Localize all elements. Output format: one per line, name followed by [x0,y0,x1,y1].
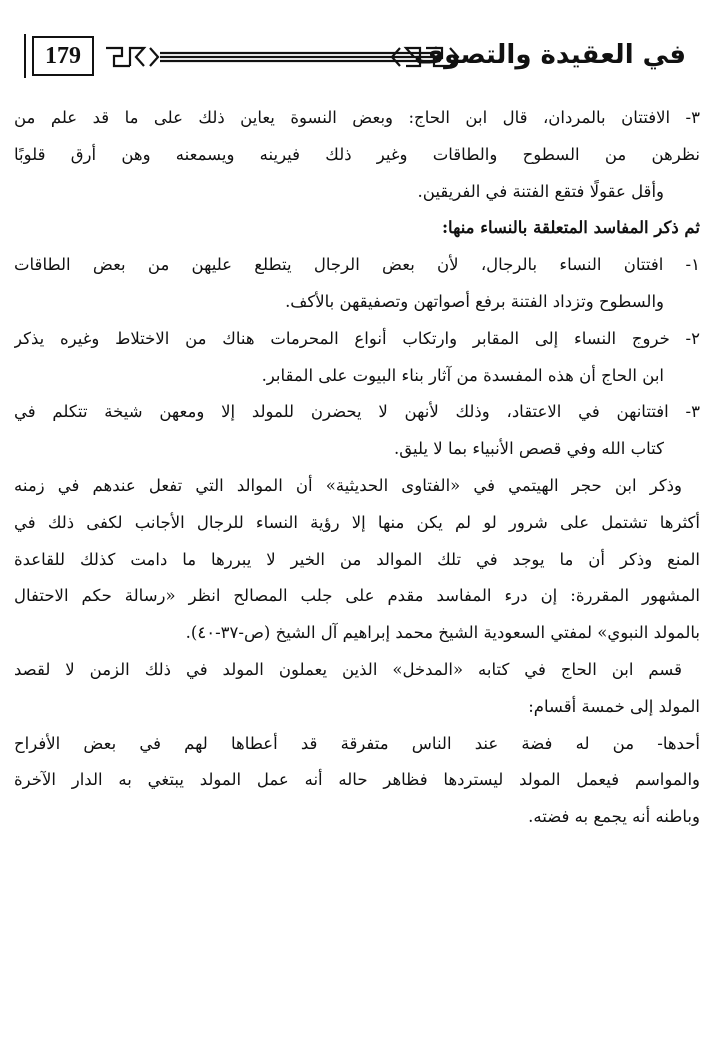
text-line: ٣- افتتانهن في الاعتقاد، وذلك لأنهن لا يحضرن للمولد إلا ومعهن شيخة تتكلم في [14,402,700,422]
text-line: بالمولد النبوي» لمفتي السعودية الشيخ محمد إبراهيم آل الشيخ (ص-٣٧-٤٠). [185,623,700,643]
text-line: كتاب الله وفي قصص الأنبياء بما لا يليق. [394,439,664,459]
text-line: المنع وذكر أن ما يوجد في تلك الموالد من الخير لا يبررها ما دامت كذلك للقاعدة [14,549,700,569]
text-line: ٢- خروج النساء إلى المقابر وارتكاب أنواع المحرمات هناك من الاختلاط وغيره يذكر [14,328,700,348]
page-number: 179 [32,36,94,76]
text-line: المولد إلى خمسة أقسام: [528,696,700,716]
text-line: ابن الحاج أن هذه المفسدة من آثار بناء البيوت على المقابر. [261,365,664,385]
page-header [0,0,722,100]
text-line: والسطوح وتزداد الفتنة برفع أصواتهن وتصفيقهن بالأكف. [285,291,664,311]
text-line: ٣- الافتتان بالمردان، قال ابن الحاج: وبعض النسوة يعاين ذلك على ما قد علم من [14,108,700,127]
text-line: نظرهن من السطوح والطاقات وغير ذلك فيرينه ويسمعنه وهن أرق قلوبًا [14,144,700,164]
section-heading: ثم ذكر المفاسد المتعلقة بالنساء منها: [441,218,700,238]
running-title: في العقيدة والتصوف [413,40,686,70]
text-line: وذكر ابن حجر الهيتمي في «الفتاوى الحديثية» أن الموالد التي تفعل عندهم في زمنه [14,475,682,495]
text-line: قسم ابن الحاج في كتابه «المدخل» الذين يعملون المولد في ذلك الزمن لا لقصد [14,659,682,679]
text-line: أكثرها تشتمل على شرور لو لم يكن منها إلا رؤية النساء للرجال الأجانب لكفى ذلك في [14,512,700,532]
text-line: ١- افتتان النساء بالرجال، لأن بعض الرجال يتطلع عليهن من بعض الطاقات [14,255,700,275]
text-line: وباطنه أنه يجمع به فضته. [528,807,700,827]
page-body [14,100,700,836]
text-line: أحدها- من له فضة عند الناس متفرقة قد أعطاها لهم في بعض الأفراح [14,733,700,753]
text-line: المشهور المقررة: إن درء المفاسد مقدم على جلب المصالح انظر «رسالة حكم الاحتفال [14,586,700,606]
text-line: وأقل عقولًا فتقع الفتنة في الفريقين. [417,181,664,201]
text-line: والمواسم فيعمل المولد ليستردها فظاهر حاله أنه عمل المولد يبتغي به الدار الآخرة [14,770,700,790]
